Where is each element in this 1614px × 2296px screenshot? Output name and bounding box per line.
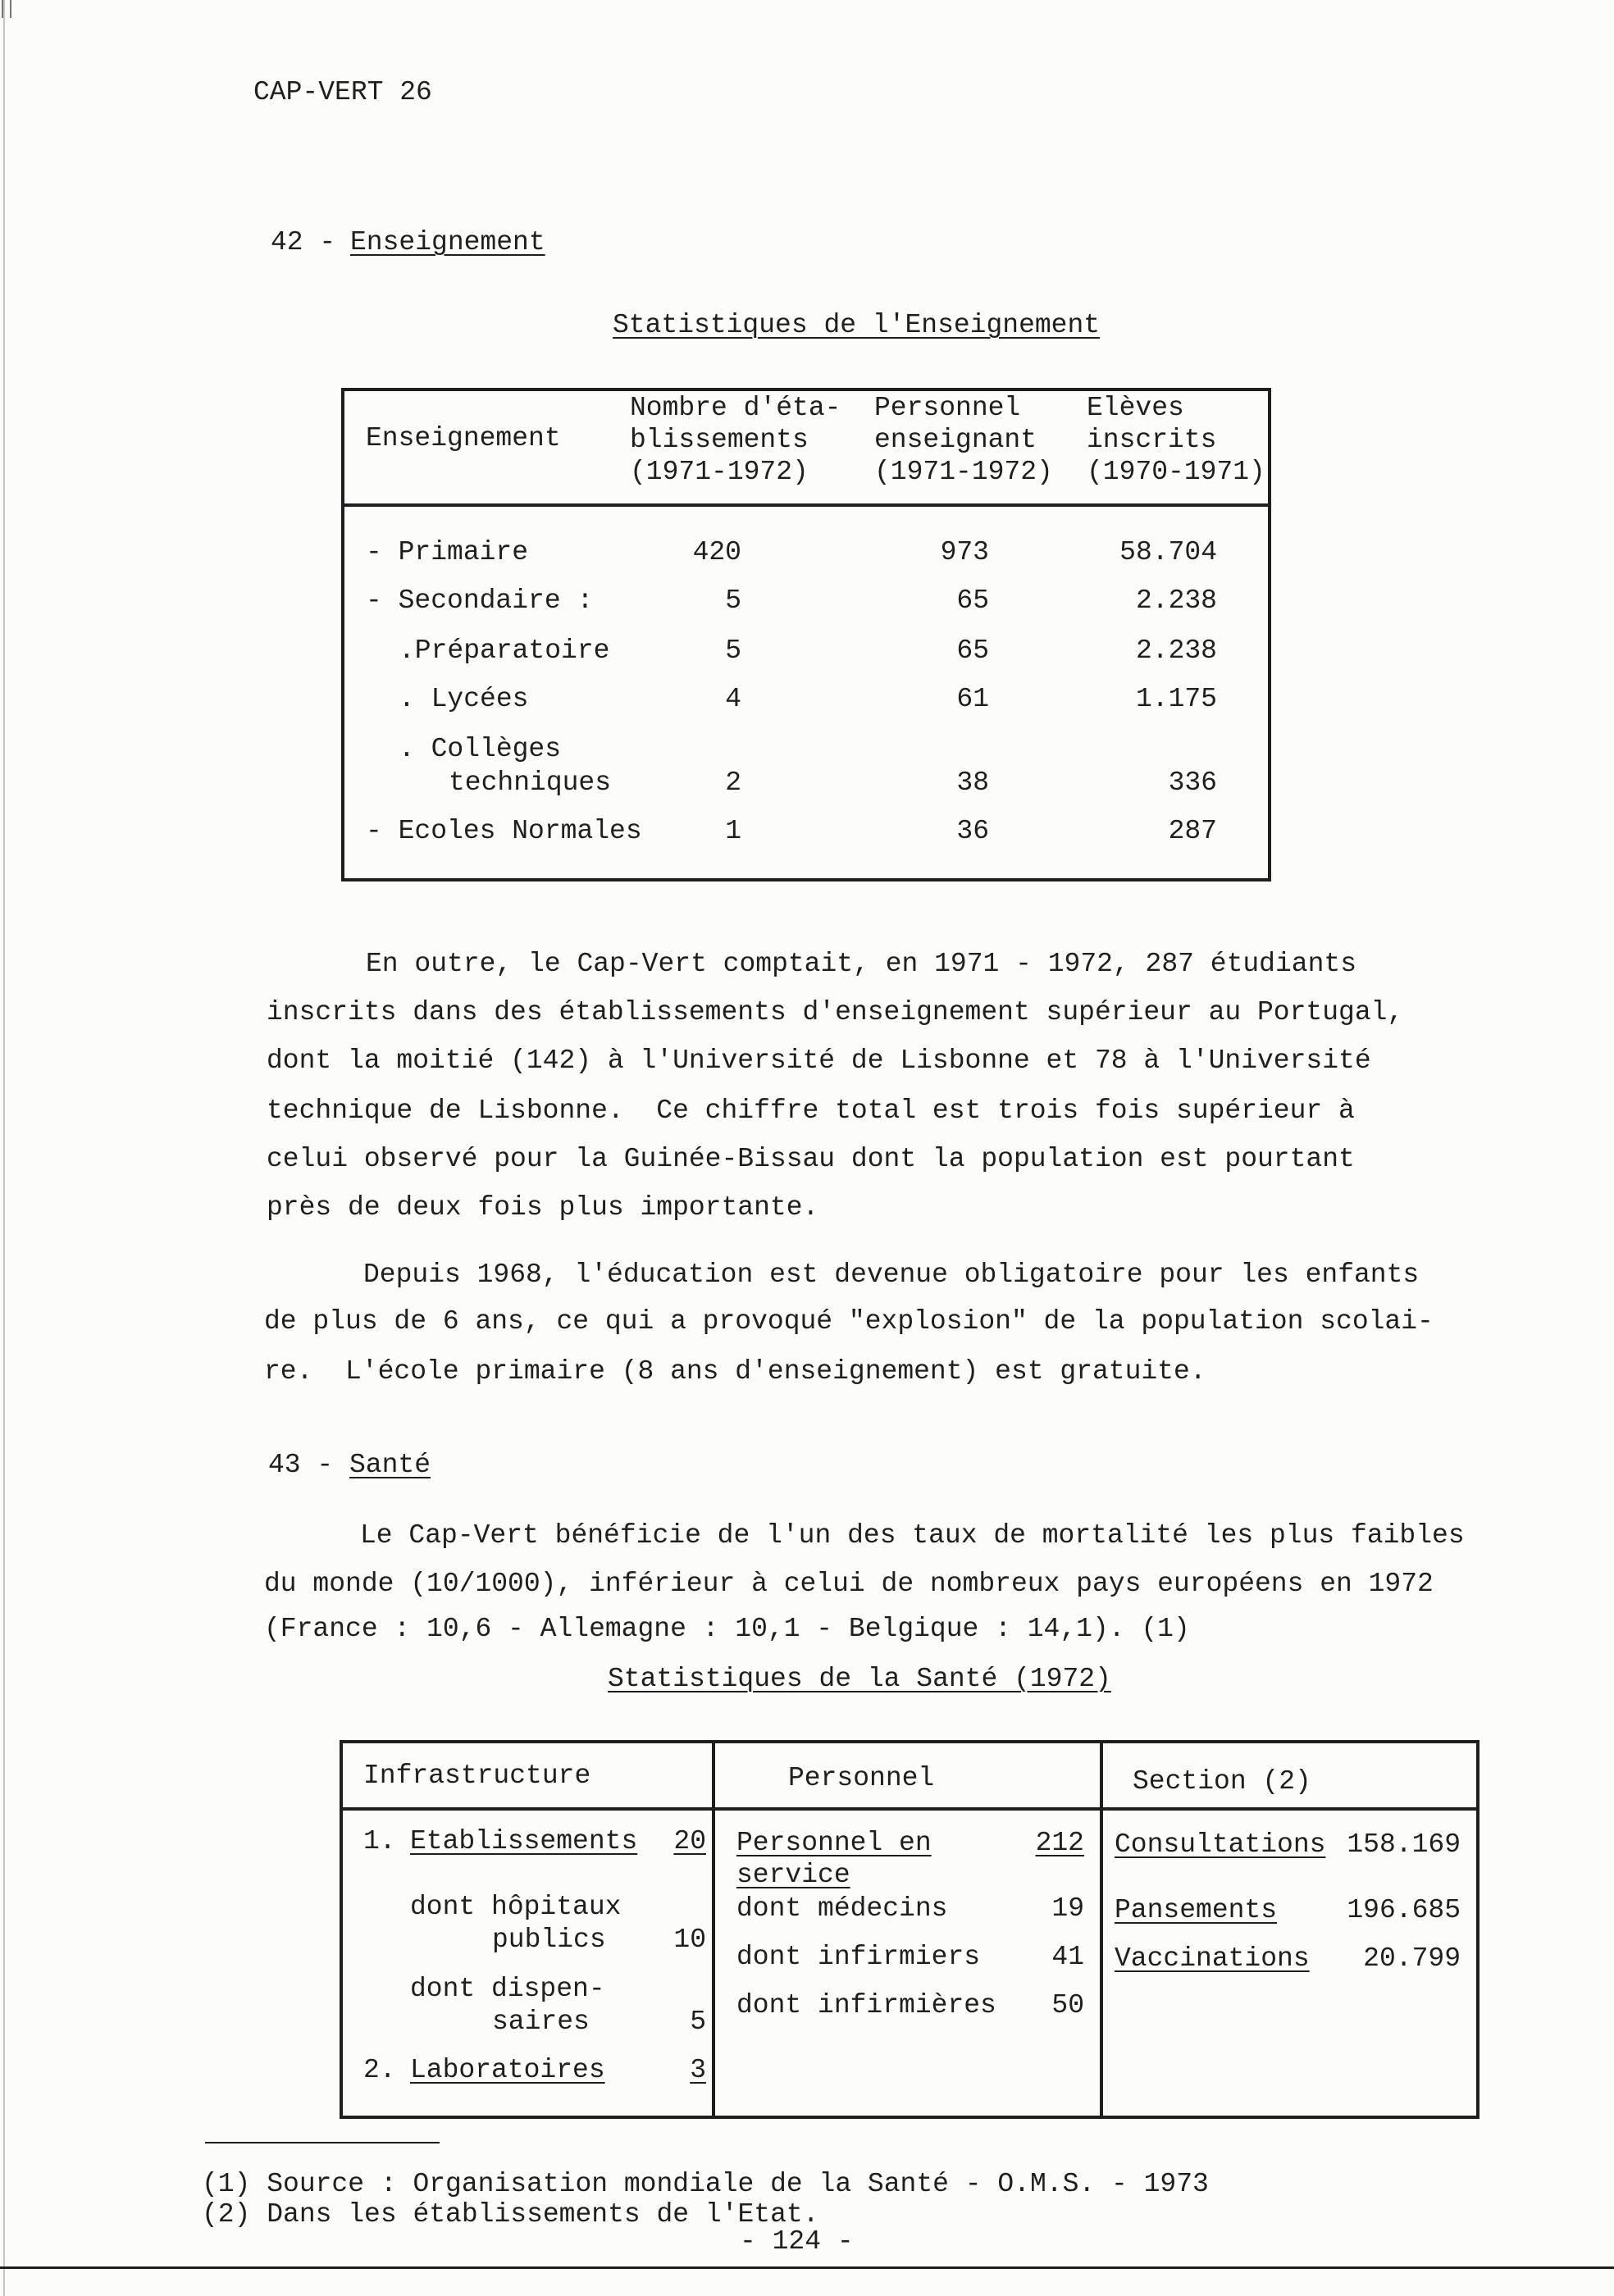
education-table-header-divider [341,503,1271,507]
education-row-eleves: 1.175 [1135,684,1217,714]
infrastructure-item-label: dont hôpitaux [410,1892,622,1922]
paragraph-1-line: En outre, le Cap-Vert comptait, en 1971 - 1972, 287 étudiants [366,949,1356,979]
education-row-label: - Ecoles Normales [366,816,642,846]
education-row-eleves: 287 [1168,816,1217,846]
personnel-item-label: dont médecins [736,1893,948,1924]
education-col-header-personnel-line1: Personnel [874,393,1021,423]
education-row-eleves: 2.238 [1135,636,1217,666]
education-row-personnel: 36 [956,816,989,846]
section-item-value: 196.685 [1347,1895,1461,1925]
education-row-personnel: 973 [940,537,989,567]
education-row-personnel: 65 [956,585,989,616]
infrastructure-item-value: 3 [690,2055,706,2085]
education-col-header-eleves-line3: (1970-1971) [1087,457,1265,487]
paragraph-1-line: inscrits dans des établissements d'enseignement supérieur au Portugal, [267,997,1404,1027]
footnote: (2) Dans les établissements de l'Etat. [202,2199,819,2230]
education-col-header-personnel-line2: enseignant [874,425,1037,455]
personnel-item-value: 19 [1051,1893,1084,1924]
infrastructure-item-value: 20 [673,1826,706,1856]
infrastructure-item-value: 5 [690,2007,706,2037]
section-item-label: Consultations [1115,1829,1326,1860]
health-table-column-divider-2 [1100,1740,1103,2119]
paragraph-1-line: dont la moitié (142) à l'Université de Lisbonne et 78 à l'Université [267,1046,1371,1076]
infrastructure-item-label: Laboratoires [410,2055,605,2085]
education-col-header-etablissements-line3: (1971-1972) [630,457,809,487]
scan-mark-left [2,0,3,18]
section-43-title: Santé [349,1450,431,1480]
infrastructure-item-label-continued: publics [492,1925,606,1955]
education-row-etablissements: 4 [725,684,741,714]
education-row-eleves: 2.238 [1135,585,1217,616]
education-row-label-continued: techniques [449,768,612,798]
paragraph-2-line: Depuis 1968, l'éducation est devenue obligatoire pour les enfants [363,1260,1420,1290]
education-col-header-enseignement: Enseignement [366,423,561,453]
infrastructure-item-label: Etablissements [410,1826,638,1856]
education-col-header-personnel-line3: (1971-1972) [874,457,1053,487]
education-row-etablissements: 1 [725,816,741,846]
education-table-title: Statistiques de l'Enseignement [613,310,1101,340]
paragraph-2-line: de plus de 6 ans, ce qui a provoqué "explosion" de la population scolai- [264,1306,1434,1337]
health-table-title: Statistiques de la Santé (1972) [608,1664,1111,1694]
infrastructure-item-number: 1. [363,1826,396,1856]
paragraph-3-line: Le Cap-Vert bénéficie de l'un des taux de mortalité les plus faibles [360,1520,1465,1551]
infrastructure-item-label: dont dispen- [410,1974,605,2004]
education-col-header-eleves-line2: inscrits [1087,425,1217,455]
infrastructure-item-value: 10 [673,1925,706,1955]
paragraph-2-line: re. L'école primaire (8 ans d'enseignement) est gratuite. [264,1356,1206,1387]
section-item-value: 20.799 [1363,1943,1461,1974]
education-row-etablissements: 2 [725,768,741,798]
education-row-personnel: 61 [956,684,989,714]
footnote: (1) Source : Organisation mondiale de la Santé - O.M.S. - 1973 [202,2169,1209,2199]
paragraph-3-line: (France : 10,6 - Allemagne : 10,1 - Belgique : 14,1). (1) [264,1614,1190,1644]
education-col-header-etablissements-line2: blissements [630,425,809,455]
education-row-label: . Collèges [399,734,562,764]
section-item-value: 158.169 [1347,1829,1461,1860]
section-43-number: 43 - [268,1450,334,1480]
health-col-header-personnel: Personnel [788,1763,935,1793]
education-row-eleves: 336 [1168,768,1217,798]
education-row-label: - Primaire [366,537,529,567]
education-row-etablissements: 420 [692,537,741,567]
page-bottom-rule [0,2266,1614,2269]
health-table-column-divider-1 [712,1740,715,2119]
personnel-item-value: 212 [1035,1828,1084,1858]
education-row-personnel: 38 [956,768,989,798]
education-row-label: .Préparatoire [399,636,610,666]
education-col-header-etablissements-line1: Nombre d'éta- [630,393,841,423]
section-item-label: Pansements [1115,1895,1278,1925]
personnel-item-value: 50 [1051,1990,1084,2020]
education-row-etablissements: 5 [725,636,741,666]
personnel-item-label: dont infirmières [736,1990,996,2020]
personnel-item-label: Personnel en [736,1828,932,1858]
page-number: - 124 - [740,2226,854,2257]
paragraph-1-line: technique de Lisbonne. Ce chiffre total est trois fois supérieur à [267,1096,1355,1126]
personnel-item-label-continued: service [736,1860,850,1890]
education-row-etablissements: 5 [725,585,741,616]
education-col-header-eleves-line1: Elèves [1087,393,1184,423]
paragraph-1-line: près de deux fois plus importante. [267,1192,819,1223]
personnel-item-label: dont infirmiers [736,1942,981,1972]
scan-left-edge [3,0,5,2296]
paragraph-3-line: du monde (10/1000), inférieur à celui de nombreux pays européens en 1972 [264,1569,1434,1599]
personnel-item-value: 41 [1051,1942,1084,1972]
health-col-header-infrastructure: Infrastructure [363,1761,591,1791]
education-row-personnel: 65 [956,636,989,666]
section-42-number: 42 - [271,227,336,257]
education-row-label: . Lycées [399,684,529,714]
footnote-separator [205,2142,440,2143]
health-table-header-divider [340,1807,1480,1811]
scan-mark-right [10,0,11,18]
paragraph-1-line: celui observé pour la Guinée-Bissau dont la population est pourtant [267,1144,1355,1174]
section-item-label: Vaccinations [1115,1943,1310,1974]
health-col-header-section: Section (2) [1133,1766,1311,1797]
infrastructure-item-number: 2. [363,2055,396,2085]
running-title: CAP-VERT 26 [253,77,432,107]
infrastructure-item-label-continued: saires [492,2007,590,2037]
section-42-title: Enseignement [350,227,545,257]
education-row-label: - Secondaire : [366,585,594,616]
education-row-eleves: 58.704 [1119,537,1217,567]
